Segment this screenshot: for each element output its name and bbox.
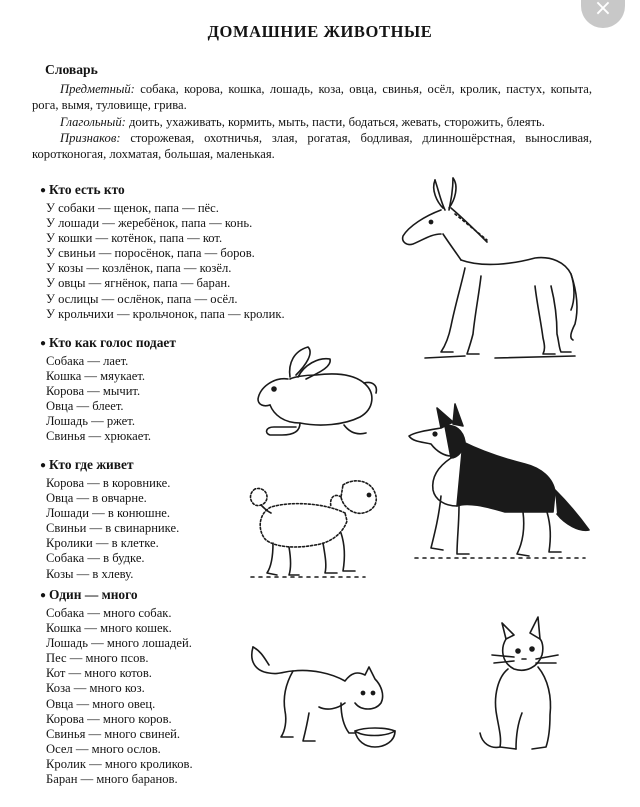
dog-illustration (405, 402, 595, 567)
list-item: Свинья — хрюкает. (46, 429, 152, 444)
list-item: У лошади — жеребёнок, папа — конь. (46, 216, 253, 231)
donkey-illustration (395, 176, 585, 361)
cat-eating-illustration (245, 641, 405, 756)
list-item: Кошка — много кошек. (46, 621, 172, 636)
vocabulary-label: Признаков: (60, 130, 121, 145)
list-item: Овца — много овец. (46, 696, 156, 711)
list-item: Собака — лает. (46, 354, 129, 368)
section-heading: ● Кто есть кто (40, 182, 125, 197)
rabbit-illustration (248, 343, 383, 443)
list-item: Овца — блеет. (46, 399, 124, 414)
vocabulary-label: Глагольный: (60, 114, 126, 129)
list-item: Лошадь — много лошадей. (46, 636, 192, 651)
list-item: Лошади — в конюшне. (46, 506, 171, 521)
list-item: У ослицы — ослёнок, папа — осёл. (46, 291, 238, 306)
list-item: У овцы — ягнёнок, папа — баран. (46, 276, 231, 291)
list-item: Пес — много псов. (46, 651, 149, 666)
vocabulary-block (32, 62, 592, 162)
bullet-icon: ● (40, 338, 47, 349)
vocabulary-item-nouns (32, 81, 592, 113)
section-animal-homes (40, 457, 180, 582)
section-animal-sounds (40, 335, 176, 445)
section-heading: ● Один — много (40, 587, 138, 602)
list-item: Корова — много коров. (46, 711, 172, 726)
list-item: Собака — в будке. (46, 551, 145, 566)
list-item: Кролики — в клетке. (46, 536, 159, 551)
poodle-illustration (245, 473, 385, 583)
list-item: Козы — в хлеву. (46, 566, 134, 581)
list-item: Свиньи — в свинарнике. (46, 521, 180, 536)
cat-sitting-illustration (478, 615, 563, 760)
list-item: Корова — в коровнике. (46, 476, 171, 490)
page-title: ДОМАШНИЕ ЖИВОТНЫЕ (207, 22, 433, 41)
list-item: У кошки — котёнок, папа — кот. (46, 231, 223, 246)
list-item: У свиньи — поросёнок, папа — боров. (46, 246, 255, 261)
vocabulary-item-verbs (32, 114, 592, 130)
list-item: Собака — много собак. (46, 606, 172, 620)
section-heading: ● Кто где живет (40, 457, 134, 472)
list-item: У козы — козлёнок, папа — козёл. (46, 261, 232, 276)
vocabulary-label: Предметный: (60, 82, 135, 97)
list-item: Овца — в овчарне. (46, 491, 147, 506)
list-item: У крольчихи — крольчонок, папа — кролик. (46, 306, 285, 321)
list-item: Кошка — мяукает. (46, 369, 146, 384)
list-item: Лошадь — ржет. (46, 414, 135, 429)
list-item: У собаки — щенок, папа — пёс. (46, 201, 219, 215)
vocabulary-text: сторожевая, охотничья, злая, рогатая, бодливая, длинношёрстная, выносливая, коротконогая, лохматая, большая, маленькая. (32, 130, 592, 162)
list-item: Коза — много коз. (46, 681, 145, 696)
section-who-is-who (40, 182, 285, 322)
bullet-icon: ● (40, 185, 47, 196)
bullet-icon: ● (40, 590, 47, 601)
list-item: Кролик — много кроликов. (46, 756, 193, 771)
list-item: Баран — много баранов. (46, 772, 178, 787)
list-item: Кот — много котов. (46, 666, 152, 681)
bullet-icon: ● (40, 460, 47, 471)
list-item: Осел — много ослов. (46, 741, 161, 756)
section-one-many (40, 587, 193, 787)
vocabulary-text: доить, ухаживать, кормить, мыть, пасти, бодаться, жевать, сторожить, блеять. (125, 114, 545, 129)
list-item: Корова — мычит. (46, 384, 141, 399)
section-heading: ● Кто как голос подает (40, 335, 176, 350)
list-item: Свинья — много свиней. (46, 726, 181, 741)
close-icon[interactable]: × (581, 0, 625, 28)
vocabulary-heading: Словарь (45, 62, 98, 77)
vocabulary-text: собака, корова, кошка, лошадь, коза, овца, свинья, осёл, кролик, пастух, копыта, рога, вымя, туловище, грива. (32, 82, 592, 113)
vocabulary-item-adjectives (32, 130, 592, 162)
